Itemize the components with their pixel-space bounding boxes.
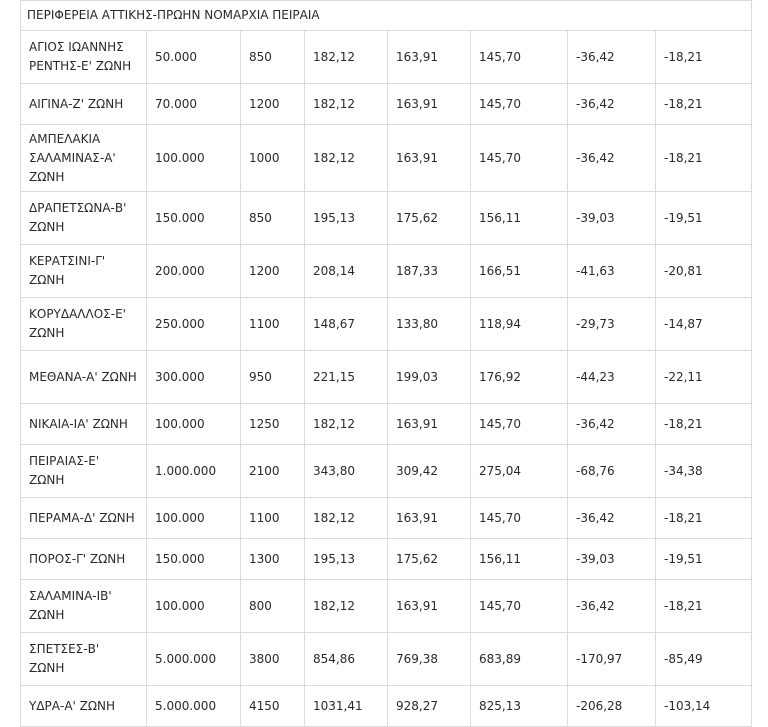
value-col-7: -14,87 xyxy=(656,298,752,351)
value-col-4: 928,27 xyxy=(388,686,471,727)
value-col-1: 100.000 xyxy=(147,580,241,633)
value-col-6: -39,03 xyxy=(568,539,656,580)
value-col-4: 163,91 xyxy=(388,580,471,633)
value-col-5: 683,89 xyxy=(471,633,568,686)
value-col-3: 182,12 xyxy=(305,84,388,125)
table-row xyxy=(21,125,752,192)
area-name: ΑΜΠΕΛΑΚΙΑ ΣΑΛΑΜΙΝΑΣ-Α' ΖΩΝΗ xyxy=(21,125,147,192)
value-col-3: 182,12 xyxy=(305,580,388,633)
table-row xyxy=(21,633,752,686)
value-col-6: -36,42 xyxy=(568,125,656,192)
value-col-7: -19,51 xyxy=(656,192,752,245)
table-row xyxy=(21,351,752,404)
value-col-6: -206,28 xyxy=(568,686,656,727)
table-frame xyxy=(20,0,751,727)
value-col-1: 100.000 xyxy=(147,125,241,192)
value-col-5: 156,11 xyxy=(471,192,568,245)
value-col-4: 175,62 xyxy=(388,539,471,580)
area-name: ΜΕΘΑΝΑ-Α' ΖΩΝΗ xyxy=(21,351,147,404)
table-row xyxy=(21,445,752,498)
value-col-4: 199,03 xyxy=(388,351,471,404)
table-heading-row xyxy=(21,1,752,31)
value-col-3: 195,13 xyxy=(305,539,388,580)
area-name: ΝΙΚΑΙΑ-ΙΑ' ΖΩΝΗ xyxy=(21,404,147,445)
value-col-2: 2100 xyxy=(241,445,305,498)
area-name: ΑΓΙΟΣ ΙΩΑΝΝΗΣ ΡΕΝΤΗΣ-Ε' ΖΩΝΗ xyxy=(21,31,147,84)
value-col-7: -18,21 xyxy=(656,125,752,192)
area-name: ΔΡΑΠΕΤΣΩΝΑ-Β' ΖΩΝΗ xyxy=(21,192,147,245)
table-row xyxy=(21,686,752,727)
value-col-3: 182,12 xyxy=(305,125,388,192)
value-col-1: 100.000 xyxy=(147,498,241,539)
value-col-4: 175,62 xyxy=(388,192,471,245)
value-col-6: -44,23 xyxy=(568,351,656,404)
value-col-3: 854,86 xyxy=(305,633,388,686)
value-col-3: 182,12 xyxy=(305,31,388,84)
zone-price-table xyxy=(20,0,752,727)
value-col-1: 70.000 xyxy=(147,84,241,125)
value-col-2: 1100 xyxy=(241,298,305,351)
value-col-7: -22,11 xyxy=(656,351,752,404)
area-name: ΠΟΡΟΣ-Γ' ΖΩΝΗ xyxy=(21,539,147,580)
area-name: ΑΙΓΙΝΑ-Ζ' ΖΩΝΗ xyxy=(21,84,147,125)
value-col-6: -39,03 xyxy=(568,192,656,245)
value-col-7: -34,38 xyxy=(656,445,752,498)
table-row xyxy=(21,539,752,580)
table-row xyxy=(21,298,752,351)
value-col-5: 145,70 xyxy=(471,84,568,125)
area-name: ΥΔΡΑ-Α' ΖΩΝΗ xyxy=(21,686,147,727)
area-name: ΣΠΕΤΣΕΣ-Β' ΖΩΝΗ xyxy=(21,633,147,686)
value-col-5: 825,13 xyxy=(471,686,568,727)
value-col-7: -18,21 xyxy=(656,404,752,445)
value-col-2: 850 xyxy=(241,192,305,245)
value-col-3: 148,67 xyxy=(305,298,388,351)
value-col-7: -20,81 xyxy=(656,245,752,298)
table-row xyxy=(21,192,752,245)
value-col-6: -68,76 xyxy=(568,445,656,498)
value-col-5: 145,70 xyxy=(471,125,568,192)
value-col-1: 300.000 xyxy=(147,351,241,404)
value-col-6: -170,97 xyxy=(568,633,656,686)
value-col-6: -36,42 xyxy=(568,31,656,84)
value-col-7: -18,21 xyxy=(656,498,752,539)
value-col-5: 145,70 xyxy=(471,31,568,84)
value-col-4: 133,80 xyxy=(388,298,471,351)
value-col-4: 309,42 xyxy=(388,445,471,498)
value-col-1: 50.000 xyxy=(147,31,241,84)
value-col-1: 100.000 xyxy=(147,404,241,445)
value-col-5: 145,70 xyxy=(471,580,568,633)
value-col-6: -41,63 xyxy=(568,245,656,298)
value-col-7: -19,51 xyxy=(656,539,752,580)
value-col-1: 1.000.000 xyxy=(147,445,241,498)
value-col-4: 163,91 xyxy=(388,498,471,539)
table-row xyxy=(21,245,752,298)
value-col-2: 800 xyxy=(241,580,305,633)
value-col-5: 275,04 xyxy=(471,445,568,498)
value-col-3: 182,12 xyxy=(305,498,388,539)
area-name: ΠΕΙΡΑΙΑΣ-Ε' ΖΩΝΗ xyxy=(21,445,147,498)
value-col-3: 343,80 xyxy=(305,445,388,498)
value-col-2: 1300 xyxy=(241,539,305,580)
value-col-2: 1000 xyxy=(241,125,305,192)
value-col-6: -36,42 xyxy=(568,580,656,633)
value-col-2: 1100 xyxy=(241,498,305,539)
area-name: ΚΟΡΥΔΑΛΛΟΣ-Ε' ΖΩΝΗ xyxy=(21,298,147,351)
value-col-7: -85,49 xyxy=(656,633,752,686)
value-col-4: 163,91 xyxy=(388,84,471,125)
value-col-7: -18,21 xyxy=(656,84,752,125)
value-col-1: 200.000 xyxy=(147,245,241,298)
value-col-5: 145,70 xyxy=(471,498,568,539)
table-row xyxy=(21,404,752,445)
value-col-1: 5.000.000 xyxy=(147,686,241,727)
value-col-2: 950 xyxy=(241,351,305,404)
value-col-3: 208,14 xyxy=(305,245,388,298)
value-col-6: -36,42 xyxy=(568,404,656,445)
value-col-4: 163,91 xyxy=(388,404,471,445)
value-col-7: -18,21 xyxy=(656,580,752,633)
value-col-7: -103,14 xyxy=(656,686,752,727)
value-col-6: -36,42 xyxy=(568,84,656,125)
area-name: ΣΑΛΑΜΙΝΑ-ΙΒ' ΖΩΝΗ xyxy=(21,580,147,633)
value-col-5: 166,51 xyxy=(471,245,568,298)
value-col-2: 3800 xyxy=(241,633,305,686)
value-col-5: 176,92 xyxy=(471,351,568,404)
value-col-6: -29,73 xyxy=(568,298,656,351)
value-col-5: 145,70 xyxy=(471,404,568,445)
table-heading: ΠΕΡΙΦΕΡΕΙΑ ΑΤΤΙΚΗΣ-ΠΡΩΗΝ ΝΟΜΑΡΧΙΑ ΠΕΙΡΑΙΑ xyxy=(21,1,752,31)
value-col-4: 163,91 xyxy=(388,125,471,192)
value-col-1: 150.000 xyxy=(147,539,241,580)
value-col-4: 187,33 xyxy=(388,245,471,298)
value-col-1: 150.000 xyxy=(147,192,241,245)
value-col-5: 156,11 xyxy=(471,539,568,580)
value-col-4: 163,91 xyxy=(388,31,471,84)
value-col-1: 5.000.000 xyxy=(147,633,241,686)
area-name: ΚΕΡΑΤΣΙΝΙ-Γ' ΖΩΝΗ xyxy=(21,245,147,298)
value-col-3: 195,13 xyxy=(305,192,388,245)
table-row xyxy=(21,580,752,633)
value-col-2: 850 xyxy=(241,31,305,84)
value-col-6: -36,42 xyxy=(568,498,656,539)
value-col-3: 221,15 xyxy=(305,351,388,404)
value-col-5: 118,94 xyxy=(471,298,568,351)
table-row xyxy=(21,498,752,539)
value-col-1: 250.000 xyxy=(147,298,241,351)
area-name: ΠΕΡΑΜΑ-Δ' ΖΩΝΗ xyxy=(21,498,147,539)
value-col-2: 1200 xyxy=(241,84,305,125)
value-col-2: 4150 xyxy=(241,686,305,727)
value-col-7: -18,21 xyxy=(656,31,752,84)
table-row xyxy=(21,31,752,84)
table-row xyxy=(21,84,752,125)
value-col-2: 1200 xyxy=(241,245,305,298)
value-col-4: 769,38 xyxy=(388,633,471,686)
value-col-2: 1250 xyxy=(241,404,305,445)
value-col-3: 1031,41 xyxy=(305,686,388,727)
value-col-3: 182,12 xyxy=(305,404,388,445)
